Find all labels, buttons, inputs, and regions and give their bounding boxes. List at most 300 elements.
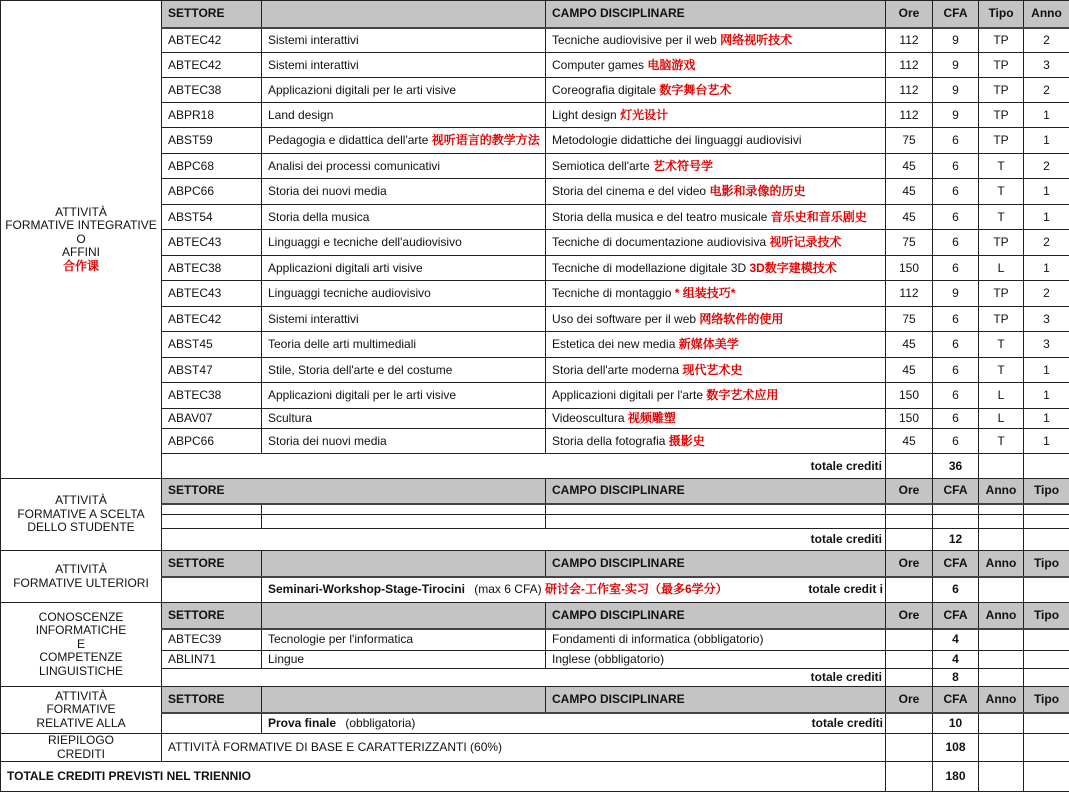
table-row bbox=[1, 383, 1069, 409]
cfa-cell: 9 bbox=[933, 28, 979, 53]
tipo-cell: TP bbox=[979, 28, 1024, 53]
campo-cell bbox=[546, 429, 886, 454]
empty-cell bbox=[262, 504, 546, 515]
cfa-cell: 9 bbox=[933, 78, 979, 103]
campo-cell bbox=[546, 179, 886, 205]
item-cell bbox=[262, 577, 886, 603]
campo-zh: 网络软件的使用 bbox=[699, 312, 783, 326]
riepilogo-text: ATTIVITÀ FORMATIVE DI BASE E CARATTERIZZANTI (60%) bbox=[162, 734, 886, 762]
item-title: Seminari-Workshop-Stage-Tirocini bbox=[268, 582, 465, 596]
total-row bbox=[1, 454, 1069, 479]
settore-cell: ABPR18 bbox=[162, 103, 262, 128]
settore-cell: ABPC66 bbox=[162, 429, 262, 454]
ore-cell: 45 bbox=[886, 358, 933, 383]
header-anno: Anno bbox=[979, 551, 1024, 577]
section-label bbox=[1, 1, 162, 479]
campo-cell bbox=[546, 307, 886, 332]
anno-cell: 1 bbox=[1024, 429, 1069, 454]
settore-cell: ABTEC38 bbox=[162, 383, 262, 409]
section-label-line: AFFINI bbox=[62, 245, 100, 259]
ore-cell: 45 bbox=[886, 179, 933, 205]
anno-cell: 1 bbox=[1024, 358, 1069, 383]
header-row bbox=[1, 1, 1069, 28]
course-name-cell bbox=[262, 256, 546, 281]
campo-cell bbox=[546, 358, 886, 383]
course-name-cell bbox=[262, 179, 546, 205]
table-cell bbox=[979, 454, 1024, 479]
course-name-cell bbox=[262, 205, 546, 230]
tipo-cell: L bbox=[979, 256, 1024, 281]
course-name-cell bbox=[262, 230, 546, 256]
campo-text: Storia del cinema e del video bbox=[552, 184, 706, 198]
campo-text: Tecniche audiovisive per il web bbox=[552, 33, 717, 47]
ore-cell: 75 bbox=[886, 307, 933, 332]
campo-text: Computer games bbox=[552, 58, 644, 72]
table-cell bbox=[1024, 762, 1069, 792]
header-blank bbox=[262, 551, 546, 577]
table-cell bbox=[979, 669, 1024, 687]
table-row bbox=[1, 409, 1069, 429]
tipo-cell: TP bbox=[979, 78, 1024, 103]
section-label-line: FORMATIVE ULTERIORI bbox=[13, 576, 149, 590]
table-row bbox=[1, 205, 1069, 230]
ore-cell: 112 bbox=[886, 28, 933, 53]
ore-cell: 75 bbox=[886, 128, 933, 154]
campo-cell bbox=[546, 53, 886, 78]
header-settore: SETTORE bbox=[162, 1, 262, 28]
campo-zh: * 组装技巧* bbox=[675, 286, 736, 300]
section-label-line: FORMATIVE INTEGRATIVE bbox=[5, 218, 157, 232]
table-cell bbox=[1024, 734, 1069, 762]
settore-cell: ABPC68 bbox=[162, 154, 262, 179]
item-zh: 研讨会-工作室-实习（最多6学分） bbox=[545, 582, 728, 596]
empty-cell bbox=[1024, 515, 1069, 529]
table-cell bbox=[162, 713, 262, 734]
totale-triennio-cfa: 180 bbox=[933, 762, 979, 792]
course-name: Storia della musica bbox=[268, 210, 369, 224]
header-ore: Ore bbox=[886, 1, 933, 28]
section-label bbox=[1, 551, 162, 603]
campo-cell: Fondamenti di informatica (obbligatorio) bbox=[546, 629, 886, 651]
table-row bbox=[1, 307, 1069, 332]
ore-cell: 112 bbox=[886, 281, 933, 307]
campo-cell bbox=[546, 205, 886, 230]
section-label bbox=[1, 687, 162, 734]
tipo-cell: T bbox=[979, 154, 1024, 179]
header-ore: Ore bbox=[886, 551, 933, 577]
course-name: Storia dei nuovi media bbox=[268, 184, 387, 198]
label-line: CREDITI bbox=[57, 747, 105, 761]
table-cell bbox=[1024, 629, 1069, 651]
empty-cell bbox=[933, 504, 979, 515]
table-cell bbox=[979, 529, 1024, 551]
header-tipo: Tipo bbox=[1024, 551, 1069, 577]
campo-text: Estetica dei new media bbox=[552, 337, 675, 351]
course-name-cell: Tecnologie per l'informatica bbox=[262, 629, 546, 651]
settore-cell: ABTEC42 bbox=[162, 53, 262, 78]
campo-text: Light design bbox=[552, 108, 617, 122]
cfa-cell: 6 bbox=[933, 128, 979, 154]
course-name: Sistemi interattivi bbox=[268, 58, 359, 72]
header-settore: SETTORE bbox=[162, 479, 546, 504]
course-name-cell bbox=[262, 154, 546, 179]
empty-cell bbox=[886, 504, 933, 515]
settore-cell: ABTEC38 bbox=[162, 256, 262, 281]
table-cell bbox=[1024, 669, 1069, 687]
campo-cell bbox=[546, 383, 886, 409]
settore-cell: ABLIN71 bbox=[162, 651, 262, 669]
campo-zh: 网络视听技术 bbox=[720, 33, 792, 47]
course-name: Applicazioni digitali per le arti visive bbox=[268, 83, 456, 97]
table-row bbox=[1, 53, 1069, 78]
course-name: Linguaggi tecniche audiovisivo bbox=[268, 286, 431, 300]
campo-zh: 现代艺术史 bbox=[682, 363, 742, 377]
header-ore: Ore bbox=[886, 687, 933, 713]
item-cell bbox=[262, 713, 886, 734]
course-name-cell bbox=[262, 358, 546, 383]
campo-zh: 音乐史和音乐剧史 bbox=[771, 210, 867, 224]
cfa-cell: 6 bbox=[933, 179, 979, 205]
campo-zh: 灯光设计 bbox=[620, 108, 668, 122]
header-cfa: CFA bbox=[933, 551, 979, 577]
campo-text: Tecniche di montaggio bbox=[552, 286, 671, 300]
header-campo: CAMPO DISCIPLINARE bbox=[546, 1, 886, 28]
course-name: Pedagogia e didattica dell'arte bbox=[268, 133, 428, 147]
anno-cell: 1 bbox=[1024, 103, 1069, 128]
campo-cell bbox=[546, 230, 886, 256]
campo-cell bbox=[546, 103, 886, 128]
table-row bbox=[1, 179, 1069, 205]
anno-cell: 3 bbox=[1024, 332, 1069, 358]
campo-zh: 电影和录像的历史 bbox=[709, 184, 805, 198]
settore-cell: ABTEC43 bbox=[162, 281, 262, 307]
anno-cell: 1 bbox=[1024, 205, 1069, 230]
table-row bbox=[1, 629, 1069, 651]
empty-cell bbox=[546, 504, 886, 515]
totale-cfa: 36 bbox=[933, 454, 979, 479]
totale-triennio-row bbox=[1, 762, 1069, 792]
campo-cell bbox=[546, 281, 886, 307]
empty-cell bbox=[162, 504, 262, 515]
settore-cell: ABPC66 bbox=[162, 179, 262, 205]
ore-cell: 112 bbox=[886, 78, 933, 103]
campo-text: Uso dei software per il web bbox=[552, 312, 696, 326]
campo-text: Tecniche di documentazione audiovisiva bbox=[552, 235, 766, 249]
empty-cell bbox=[979, 515, 1024, 529]
section-label-line: RELATIVE ALLA bbox=[36, 716, 125, 730]
course-name: Teoria delle arti multimediali bbox=[268, 337, 416, 351]
header-cfa: CFA bbox=[933, 687, 979, 713]
tipo-cell: TP bbox=[979, 128, 1024, 154]
cfa-cell: 6 bbox=[933, 358, 979, 383]
campo-cell bbox=[546, 256, 886, 281]
anno-cell: 1 bbox=[1024, 256, 1069, 281]
cfa-cell: 9 bbox=[933, 103, 979, 128]
cfa-cell: 6 bbox=[933, 409, 979, 429]
cfa-cell: 4 bbox=[933, 629, 979, 651]
section-label-line: E bbox=[77, 637, 85, 651]
course-name-zh: 视听语言的教学方法 bbox=[432, 133, 540, 147]
ore-cell: 150 bbox=[886, 383, 933, 409]
anno-cell: 1 bbox=[1024, 409, 1069, 429]
anno-cell: 3 bbox=[1024, 307, 1069, 332]
table-cell bbox=[886, 669, 933, 687]
campo-zh: 3D数字建模技术 bbox=[749, 261, 836, 275]
table-row bbox=[1, 154, 1069, 179]
totale-cfa: 10 bbox=[933, 713, 979, 734]
tipo-cell: TP bbox=[979, 230, 1024, 256]
table-cell bbox=[1024, 651, 1069, 669]
header-anno: Anno bbox=[979, 603, 1024, 629]
empty-cell bbox=[162, 515, 262, 529]
section-label-line: FORMATIVE A SCELTA bbox=[17, 507, 144, 521]
settore-cell: ABTEC38 bbox=[162, 78, 262, 103]
campo-text: Semiotica dell'arte bbox=[552, 159, 650, 173]
header-settore: SETTORE bbox=[162, 603, 262, 629]
campo-cell: Inglese (obbligatorio) bbox=[546, 651, 886, 669]
campo-text: Storia dell'arte moderna bbox=[552, 363, 679, 377]
table-cell bbox=[886, 629, 933, 651]
settore-cell: ABST54 bbox=[162, 205, 262, 230]
header-row bbox=[1, 603, 1069, 629]
empty-cell bbox=[886, 515, 933, 529]
table-cell bbox=[1024, 529, 1069, 551]
campo-zh: 数字舞台艺术 bbox=[659, 83, 731, 97]
course-name: Land design bbox=[268, 108, 333, 122]
header-campo: CAMPO DISCIPLINARE bbox=[546, 479, 886, 504]
section-label bbox=[1, 479, 162, 551]
section-label-line: LINGUISTICHE bbox=[39, 664, 123, 678]
section-label-line: FORMATIVE bbox=[46, 702, 115, 716]
anno-cell: 2 bbox=[1024, 78, 1069, 103]
table-cell bbox=[979, 577, 1024, 603]
course-name-cell bbox=[262, 103, 546, 128]
totale-crediti-label: totale credit i bbox=[808, 583, 883, 596]
section-label-line: ATTIVITÀ bbox=[55, 493, 107, 507]
header-cfa: CFA bbox=[933, 603, 979, 629]
empty-row bbox=[1, 504, 1069, 515]
header-tipo: Tipo bbox=[1024, 687, 1069, 713]
table-row bbox=[1, 128, 1069, 154]
header-blank bbox=[262, 1, 546, 28]
header-anno: Anno bbox=[1024, 1, 1069, 28]
section-label bbox=[1, 603, 162, 687]
table-row bbox=[1, 103, 1069, 128]
course-name-cell bbox=[262, 307, 546, 332]
empty-cell bbox=[933, 515, 979, 529]
section-label-line: DELLO STUDENTE bbox=[27, 520, 134, 534]
totale-cfa: 6 bbox=[933, 577, 979, 603]
item-row bbox=[1, 713, 1069, 734]
empty-cell bbox=[979, 504, 1024, 515]
course-name-cell bbox=[262, 429, 546, 454]
cfa-cell: 6 bbox=[933, 205, 979, 230]
anno-cell: 1 bbox=[1024, 128, 1069, 154]
anno-cell: 2 bbox=[1024, 28, 1069, 53]
table-row bbox=[1, 332, 1069, 358]
item-note: (obbligatoria) bbox=[345, 716, 415, 730]
section-label-line: ATTIVITÀ bbox=[55, 689, 107, 703]
cfa-cell: 6 bbox=[933, 154, 979, 179]
campo-zh: 电脑游戏 bbox=[647, 58, 695, 72]
riepilogo-label bbox=[1, 734, 162, 762]
section-label-line: O bbox=[76, 232, 85, 246]
totale-crediti-label: totale crediti bbox=[812, 717, 883, 730]
tipo-cell: TP bbox=[979, 53, 1024, 78]
table-cell bbox=[886, 577, 933, 603]
ore-cell: 150 bbox=[886, 409, 933, 429]
campo-zh: 视听记录技术 bbox=[769, 235, 841, 249]
anno-cell: 2 bbox=[1024, 230, 1069, 256]
empty-row bbox=[1, 515, 1069, 529]
campo-cell bbox=[546, 409, 886, 429]
tipo-cell: TP bbox=[979, 307, 1024, 332]
course-name-cell bbox=[262, 383, 546, 409]
empty-cell bbox=[546, 515, 886, 529]
header-settore: SETTORE bbox=[162, 551, 262, 577]
course-name: Analisi dei processi comunicativi bbox=[268, 159, 440, 173]
total-row bbox=[1, 669, 1069, 687]
section-label-line: INFORMATICHE bbox=[36, 623, 126, 637]
cfa-cell: 4 bbox=[933, 651, 979, 669]
table-row bbox=[1, 256, 1069, 281]
header-ore: Ore bbox=[886, 603, 933, 629]
ore-cell: 150 bbox=[886, 256, 933, 281]
ore-cell: 45 bbox=[886, 154, 933, 179]
tipo-cell: T bbox=[979, 429, 1024, 454]
campo-zh: 新媒体美学 bbox=[679, 337, 739, 351]
course-name: Sistemi interattivi bbox=[268, 312, 359, 326]
header-tipo: Tipo bbox=[1024, 479, 1069, 504]
campo-cell bbox=[546, 28, 886, 53]
table-cell bbox=[886, 529, 933, 551]
header-blank bbox=[262, 603, 546, 629]
cfa-cell: 6 bbox=[933, 230, 979, 256]
table-cell bbox=[1024, 577, 1069, 603]
header-row bbox=[1, 687, 1069, 713]
course-name: Sistemi interattivi bbox=[268, 33, 359, 47]
tipo-cell: TP bbox=[979, 103, 1024, 128]
table-cell bbox=[886, 734, 933, 762]
campo-text: Storia della musica e del teatro musicale bbox=[552, 210, 767, 224]
table-cell bbox=[979, 762, 1024, 792]
anno-cell: 3 bbox=[1024, 53, 1069, 78]
campo-zh: 摄影史 bbox=[669, 434, 705, 448]
totale-cfa: 12 bbox=[933, 529, 979, 551]
header-tipo: Tipo bbox=[1024, 603, 1069, 629]
settore-cell: ABST47 bbox=[162, 358, 262, 383]
course-name: Storia dei nuovi media bbox=[268, 434, 387, 448]
item-row bbox=[1, 577, 1069, 603]
header-campo: CAMPO DISCIPLINARE bbox=[546, 551, 886, 577]
ore-cell: 45 bbox=[886, 332, 933, 358]
settore-cell: ABTEC42 bbox=[162, 307, 262, 332]
header-campo: CAMPO DISCIPLINARE bbox=[546, 603, 886, 629]
cfa-cell: 6 bbox=[933, 383, 979, 409]
table-row bbox=[1, 230, 1069, 256]
table-cell bbox=[979, 713, 1024, 734]
tipo-cell: L bbox=[979, 383, 1024, 409]
ore-cell: 112 bbox=[886, 103, 933, 128]
tipo-cell: TP bbox=[979, 281, 1024, 307]
total-row bbox=[1, 529, 1069, 551]
header-cfa: CFA bbox=[933, 1, 979, 28]
section-label-zh: 合作课 bbox=[63, 259, 99, 273]
campo-zh: 艺术符号学 bbox=[653, 159, 713, 173]
table-row bbox=[1, 78, 1069, 103]
table-cell bbox=[979, 651, 1024, 669]
section-label-line: CONOSCENZE bbox=[39, 610, 124, 624]
tipo-cell: T bbox=[979, 332, 1024, 358]
course-name: Stile, Storia dell'arte e del costume bbox=[268, 363, 452, 377]
campo-zh: 数字艺术应用 bbox=[706, 388, 778, 402]
cfa-cell: 6 bbox=[933, 332, 979, 358]
table-cell bbox=[1024, 713, 1069, 734]
table-cell bbox=[886, 762, 933, 792]
course-name-cell bbox=[262, 53, 546, 78]
campo-text: Videoscultura bbox=[552, 411, 625, 425]
course-name-cell: Lingue bbox=[262, 651, 546, 669]
course-name-cell bbox=[262, 332, 546, 358]
anno-cell: 2 bbox=[1024, 154, 1069, 179]
ore-cell: 75 bbox=[886, 230, 933, 256]
empty-cell bbox=[1024, 504, 1069, 515]
header-cfa: CFA bbox=[933, 479, 979, 504]
header-row bbox=[1, 479, 1069, 504]
anno-cell: 2 bbox=[1024, 281, 1069, 307]
header-anno: Anno bbox=[979, 687, 1024, 713]
totale-triennio-label: TOTALE CREDITI PREVISTI NEL TRIENNIO bbox=[1, 762, 886, 792]
label-line: RIEPILOGO bbox=[48, 734, 114, 748]
cfa-cell: 6 bbox=[933, 256, 979, 281]
settore-cell: ABTEC39 bbox=[162, 629, 262, 651]
totale-cfa: 8 bbox=[933, 669, 979, 687]
campo-text: Storia della fotografia bbox=[552, 434, 665, 448]
campo-text: Metodologie didattiche dei linguaggi audiovisivi bbox=[552, 133, 802, 147]
settore-cell: ABST45 bbox=[162, 332, 262, 358]
ore-cell: 112 bbox=[886, 53, 933, 78]
item-note: (max 6 CFA) bbox=[474, 582, 541, 596]
ore-cell: 45 bbox=[886, 429, 933, 454]
header-blank bbox=[262, 687, 546, 713]
course-name: Applicazioni digitali per le arti visive bbox=[268, 388, 456, 402]
settore-cell: ABST59 bbox=[162, 128, 262, 154]
campo-cell bbox=[546, 332, 886, 358]
table-row bbox=[1, 651, 1069, 669]
table-row bbox=[1, 429, 1069, 454]
header-tipo: Tipo bbox=[979, 1, 1024, 28]
course-name-cell bbox=[262, 281, 546, 307]
campo-cell bbox=[546, 78, 886, 103]
totale-crediti-label: totale crediti bbox=[162, 529, 886, 551]
course-name: Linguaggi e tecniche dell'audiovisivo bbox=[268, 235, 462, 249]
course-name-cell bbox=[262, 409, 546, 429]
ore-cell: 45 bbox=[886, 205, 933, 230]
totale-crediti-label: totale crediti bbox=[162, 669, 886, 687]
tipo-cell: T bbox=[979, 179, 1024, 205]
campo-text: Coreografia digitale bbox=[552, 83, 656, 97]
table-cell bbox=[886, 651, 933, 669]
table-cell bbox=[162, 577, 262, 603]
anno-cell: 1 bbox=[1024, 179, 1069, 205]
course-name: Applicazioni digitali arti visive bbox=[268, 261, 423, 275]
header-campo: CAMPO DISCIPLINARE bbox=[546, 687, 886, 713]
table-row bbox=[1, 358, 1069, 383]
course-name-cell bbox=[262, 128, 546, 154]
table-cell bbox=[979, 629, 1024, 651]
cfa-cell: 9 bbox=[933, 281, 979, 307]
course-name: Scultura bbox=[268, 411, 312, 425]
